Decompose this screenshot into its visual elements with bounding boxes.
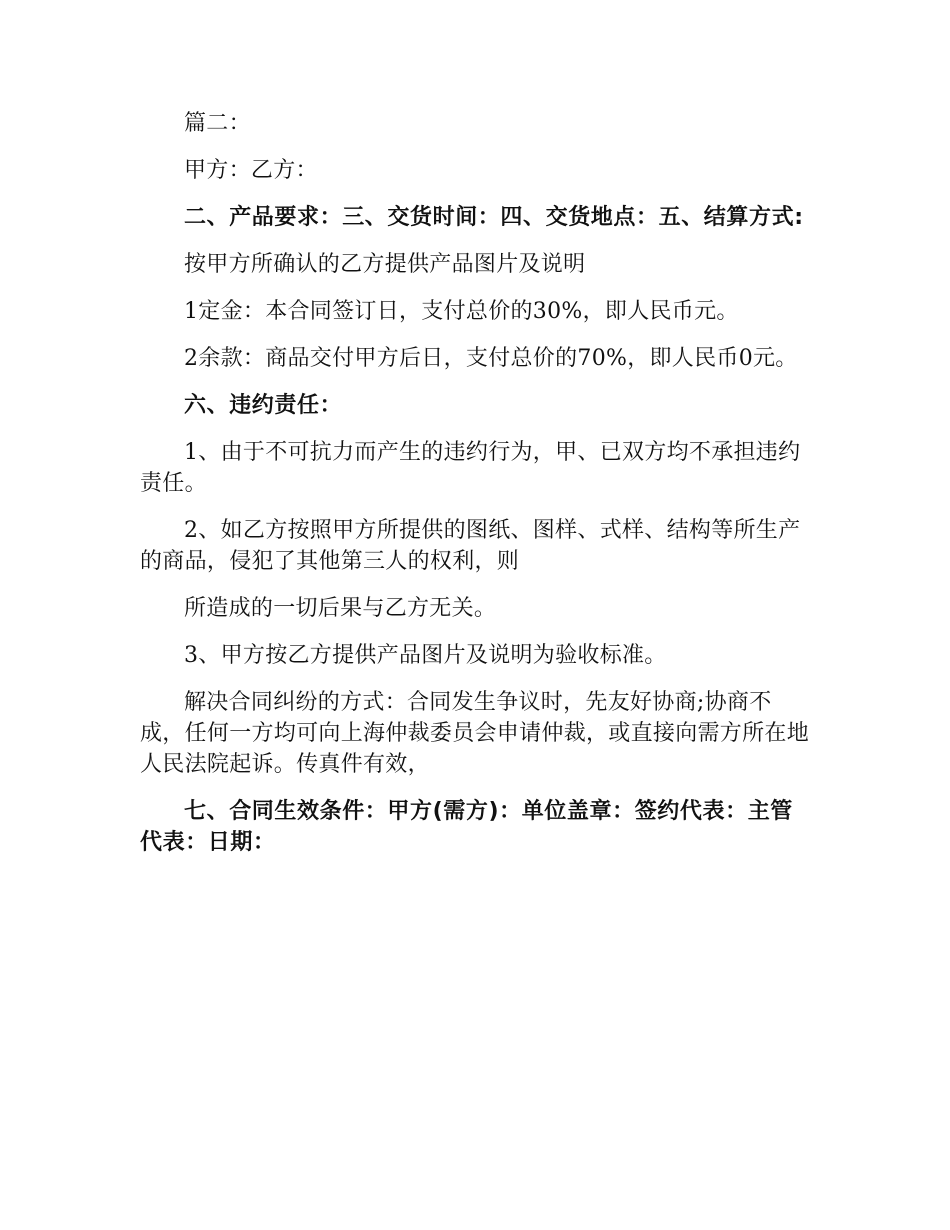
- section-heading-6: 六、违约责任：: [184, 393, 343, 418]
- paragraph-parties: 甲方：乙方：: [184, 158, 318, 183]
- document-body: [140, 108, 812, 874]
- paragraph-liability-2-cont: 所造成的一切后果与乙方无关。: [184, 596, 497, 621]
- paragraph-balance: 2余款：商品交付甲方后日，支付总价的70%，即人民币0元。: [184, 346, 798, 371]
- paragraph-dispute-resolution: 解决合同纠纷的方式：合同发生争议时，先友好协商;协商不成，任何一方均可向上海仲裁委员会申请仲裁，或直接向需方所在地人民法院起诉。传真件有效，: [140, 690, 810, 777]
- paragraph-product-basis: 按甲方所确认的乙方提供产品图片及说明: [184, 252, 586, 277]
- section-heading-2-5: 二、产品要求：三、交货时间：四、交货地点：五、结算方式:: [184, 205, 804, 230]
- paragraph-heading-part-two: 篇二：: [184, 111, 251, 136]
- section-heading-7: 七、合同生效条件：甲方(需方)：单位盖章：签约代表：主管代表：日期：: [140, 799, 793, 855]
- paragraph-liability-2: 2、如乙方按照甲方所提供的图纸、图样、式样、结构等所生产的商品，侵犯了其他第三人的权利，则: [140, 518, 801, 574]
- paragraph-liability-3: 3、甲方按乙方提供产品图片及说明为验收标准。: [184, 643, 667, 668]
- paragraph-deposit: 1定金：本合同签订日，支付总价的30%，即人民币元。: [184, 299, 739, 324]
- paragraph-liability-1: 1、由于不可抗力而产生的违约行为，甲、已双方均不承担违约责任。: [140, 440, 801, 496]
